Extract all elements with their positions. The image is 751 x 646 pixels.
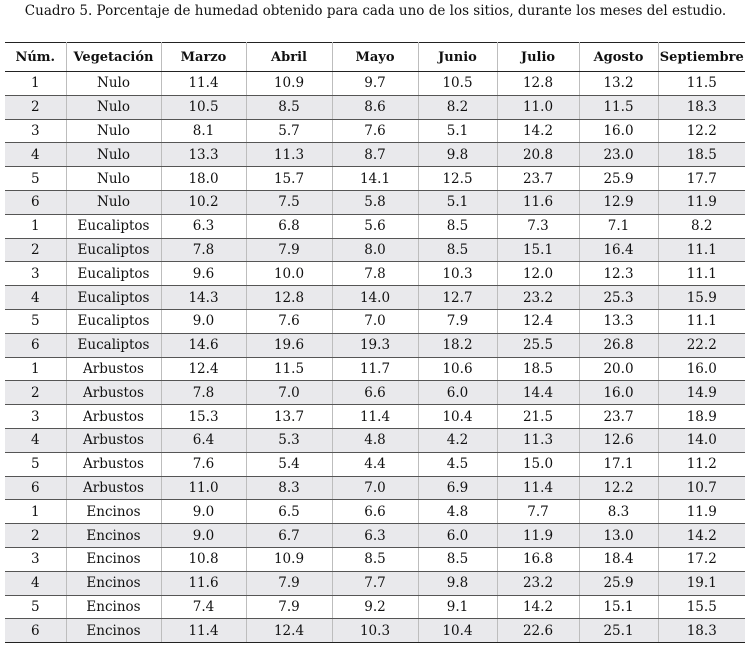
table-row xyxy=(5,547,745,571)
humidity-value-cell: 15.3 xyxy=(161,405,246,429)
humidity-value-cell: 18.0 xyxy=(161,167,246,191)
vegetation-cell: Encinos xyxy=(66,595,161,619)
table-row xyxy=(5,286,745,310)
table-row xyxy=(5,357,745,381)
humidity-value-cell: 7.9 xyxy=(246,571,332,595)
humidity-value-cell: 11.9 xyxy=(497,524,579,548)
humidity-value-cell: 6.6 xyxy=(332,381,418,405)
humidity-value-cell: 10.6 xyxy=(418,357,497,381)
vegetation-cell: Encinos xyxy=(66,500,161,524)
humidity-value-cell: 16.0 xyxy=(658,357,745,381)
vegetation-cell: Nulo xyxy=(66,119,161,143)
humidity-value-cell: 11.4 xyxy=(161,619,246,643)
humidity-value-cell: 17.2 xyxy=(658,547,745,571)
humidity-value-cell: 11.4 xyxy=(497,476,579,500)
table-row xyxy=(5,381,745,405)
humidity-value-cell: 8.3 xyxy=(579,500,658,524)
table-row xyxy=(5,119,745,143)
site-number-cell: 2 xyxy=(5,524,66,548)
humidity-value-cell: 7.6 xyxy=(161,452,246,476)
table-row xyxy=(5,595,745,619)
humidity-value-cell: 6.7 xyxy=(246,524,332,548)
humidity-value-cell: 20.8 xyxy=(497,143,579,167)
vegetation-cell: Nulo xyxy=(66,72,161,96)
humidity-value-cell: 14.4 xyxy=(497,381,579,405)
humidity-value-cell: 6.9 xyxy=(418,476,497,500)
humidity-value-cell: 12.4 xyxy=(161,357,246,381)
column-header: Agosto xyxy=(579,43,658,72)
humidity-value-cell: 18.4 xyxy=(579,547,658,571)
humidity-value-cell: 11.7 xyxy=(332,357,418,381)
humidity-value-cell: 9.1 xyxy=(418,595,497,619)
table-row xyxy=(5,500,745,524)
table-row xyxy=(5,571,745,595)
humidity-value-cell: 15.0 xyxy=(497,452,579,476)
vegetation-cell: Nulo xyxy=(66,190,161,214)
table-row xyxy=(5,405,745,429)
humidity-value-cell: 8.1 xyxy=(161,119,246,143)
vegetation-cell: Nulo xyxy=(66,143,161,167)
vegetation-cell: Nulo xyxy=(66,95,161,119)
vegetation-cell: Encinos xyxy=(66,571,161,595)
humidity-value-cell: 11.1 xyxy=(658,309,745,333)
site-number-cell: 5 xyxy=(5,595,66,619)
humidity-value-cell: 11.9 xyxy=(658,500,745,524)
humidity-value-cell: 9.7 xyxy=(332,72,418,96)
site-number-cell: 2 xyxy=(5,381,66,405)
humidity-value-cell: 8.2 xyxy=(418,95,497,119)
table-row xyxy=(5,262,745,286)
humidity-value-cell: 15.5 xyxy=(658,595,745,619)
humidity-value-cell: 22.2 xyxy=(658,333,745,357)
humidity-value-cell: 7.6 xyxy=(246,309,332,333)
humidity-value-cell: 6.8 xyxy=(246,214,332,238)
humidity-value-cell: 18.5 xyxy=(497,357,579,381)
humidity-value-cell: 25.3 xyxy=(579,286,658,310)
humidity-value-cell: 14.2 xyxy=(497,595,579,619)
vegetation-cell: Arbustos xyxy=(66,405,161,429)
humidity-value-cell: 11.1 xyxy=(658,262,745,286)
humidity-value-cell: 11.6 xyxy=(161,571,246,595)
humidity-value-cell: 11.0 xyxy=(161,476,246,500)
humidity-value-cell: 13.0 xyxy=(579,524,658,548)
vegetation-cell: Eucaliptos xyxy=(66,286,161,310)
vegetation-cell: Nulo xyxy=(66,167,161,191)
table-row xyxy=(5,309,745,333)
humidity-value-cell: 11.4 xyxy=(161,72,246,96)
table-row xyxy=(5,72,745,96)
humidity-value-cell: 10.8 xyxy=(161,547,246,571)
column-header: Vegetación xyxy=(66,43,161,72)
humidity-value-cell: 8.7 xyxy=(332,143,418,167)
humidity-value-cell: 7.8 xyxy=(332,262,418,286)
site-number-cell: 6 xyxy=(5,476,66,500)
humidity-value-cell: 8.5 xyxy=(418,214,497,238)
site-number-cell: 3 xyxy=(5,119,66,143)
humidity-value-cell: 11.2 xyxy=(658,452,745,476)
table-row xyxy=(5,428,745,452)
site-number-cell: 6 xyxy=(5,619,66,643)
humidity-value-cell: 9.2 xyxy=(332,595,418,619)
humidity-value-cell: 8.0 xyxy=(332,238,418,262)
column-header: Marzo xyxy=(161,43,246,72)
humidity-value-cell: 11.5 xyxy=(246,357,332,381)
site-number-cell: 6 xyxy=(5,333,66,357)
humidity-value-cell: 11.6 xyxy=(497,190,579,214)
vegetation-cell: Arbustos xyxy=(66,476,161,500)
column-header: Abril xyxy=(246,43,332,72)
humidity-value-cell: 22.6 xyxy=(497,619,579,643)
humidity-value-cell: 7.0 xyxy=(332,309,418,333)
humidity-value-cell: 10.2 xyxy=(161,190,246,214)
humidity-value-cell: 8.5 xyxy=(332,547,418,571)
humidity-value-cell: 4.8 xyxy=(332,428,418,452)
humidity-value-cell: 5.1 xyxy=(418,190,497,214)
humidity-value-cell: 25.9 xyxy=(579,167,658,191)
humidity-value-cell: 10.9 xyxy=(246,72,332,96)
humidity-value-cell: 12.4 xyxy=(497,309,579,333)
humidity-value-cell: 16.4 xyxy=(579,238,658,262)
humidity-value-cell: 18.3 xyxy=(658,619,745,643)
humidity-value-cell: 9.8 xyxy=(418,571,497,595)
humidity-value-cell: 16.8 xyxy=(497,547,579,571)
humidity-value-cell: 18.9 xyxy=(658,405,745,429)
humidity-value-cell: 8.2 xyxy=(658,214,745,238)
humidity-value-cell: 10.9 xyxy=(246,547,332,571)
column-header: Núm. xyxy=(5,43,66,72)
humidity-value-cell: 7.7 xyxy=(497,500,579,524)
vegetation-cell: Arbustos xyxy=(66,452,161,476)
humidity-value-cell: 19.3 xyxy=(332,333,418,357)
humidity-value-cell: 18.5 xyxy=(658,143,745,167)
humidity-value-cell: 9.0 xyxy=(161,500,246,524)
humidity-value-cell: 13.2 xyxy=(579,72,658,96)
humidity-value-cell: 5.8 xyxy=(332,190,418,214)
table-row xyxy=(5,167,745,191)
humidity-value-cell: 23.7 xyxy=(497,167,579,191)
humidity-value-cell: 12.2 xyxy=(658,119,745,143)
humidity-value-cell: 25.9 xyxy=(579,571,658,595)
humidity-value-cell: 12.9 xyxy=(579,190,658,214)
humidity-value-cell: 17.1 xyxy=(579,452,658,476)
vegetation-cell: Eucaliptos xyxy=(66,214,161,238)
humidity-value-cell: 16.0 xyxy=(579,381,658,405)
humidity-value-cell: 15.1 xyxy=(497,238,579,262)
humidity-value-cell: 26.8 xyxy=(579,333,658,357)
humidity-value-cell: 14.2 xyxy=(658,524,745,548)
site-number-cell: 3 xyxy=(5,547,66,571)
site-number-cell: 3 xyxy=(5,262,66,286)
humidity-value-cell: 14.1 xyxy=(332,167,418,191)
humidity-value-cell: 18.3 xyxy=(658,95,745,119)
humidity-value-cell: 21.5 xyxy=(497,405,579,429)
humidity-value-cell: 23.2 xyxy=(497,571,579,595)
table-row xyxy=(5,476,745,500)
humidity-value-cell: 8.6 xyxy=(332,95,418,119)
humidity-value-cell: 11.5 xyxy=(658,72,745,96)
site-number-cell: 3 xyxy=(5,405,66,429)
humidity-value-cell: 4.8 xyxy=(418,500,497,524)
site-number-cell: 6 xyxy=(5,190,66,214)
humidity-value-cell: 15.9 xyxy=(658,286,745,310)
humidity-value-cell: 5.7 xyxy=(246,119,332,143)
humidity-value-cell: 15.7 xyxy=(246,167,332,191)
humidity-value-cell: 11.3 xyxy=(497,428,579,452)
humidity-value-cell: 10.0 xyxy=(246,262,332,286)
humidity-value-cell: 25.1 xyxy=(579,619,658,643)
site-number-cell: 2 xyxy=(5,95,66,119)
humidity-value-cell: 6.6 xyxy=(332,500,418,524)
table-row xyxy=(5,238,745,262)
humidity-value-cell: 25.5 xyxy=(497,333,579,357)
column-header: Julio xyxy=(497,43,579,72)
table-row xyxy=(5,214,745,238)
site-number-cell: 1 xyxy=(5,214,66,238)
table-row xyxy=(5,143,745,167)
humidity-value-cell: 7.0 xyxy=(332,476,418,500)
humidity-value-cell: 7.1 xyxy=(579,214,658,238)
site-number-cell: 5 xyxy=(5,309,66,333)
humidity-value-cell: 13.3 xyxy=(161,143,246,167)
humidity-value-cell: 10.5 xyxy=(418,72,497,96)
humidity-value-cell: 7.8 xyxy=(161,381,246,405)
humidity-value-cell: 4.4 xyxy=(332,452,418,476)
table-row xyxy=(5,524,745,548)
humidity-value-cell: 6.3 xyxy=(332,524,418,548)
humidity-value-cell: 7.9 xyxy=(246,595,332,619)
humidity-value-cell: 14.0 xyxy=(658,428,745,452)
humidity-value-cell: 14.3 xyxy=(161,286,246,310)
humidity-value-cell: 14.9 xyxy=(658,381,745,405)
humidity-value-cell: 8.5 xyxy=(246,95,332,119)
humidity-value-cell: 23.7 xyxy=(579,405,658,429)
humidity-value-cell: 23.2 xyxy=(497,286,579,310)
table-row xyxy=(5,333,745,357)
humidity-value-cell: 18.2 xyxy=(418,333,497,357)
humidity-value-cell: 17.7 xyxy=(658,167,745,191)
vegetation-cell: Arbustos xyxy=(66,357,161,381)
humidity-value-cell: 9.0 xyxy=(161,309,246,333)
humidity-value-cell: 8.5 xyxy=(418,238,497,262)
humidity-value-cell: 8.5 xyxy=(418,547,497,571)
site-number-cell: 5 xyxy=(5,167,66,191)
humidity-value-cell: 10.7 xyxy=(658,476,745,500)
humidity-table xyxy=(5,42,745,643)
humidity-value-cell: 11.3 xyxy=(246,143,332,167)
humidity-value-cell: 10.3 xyxy=(418,262,497,286)
humidity-value-cell: 11.9 xyxy=(658,190,745,214)
vegetation-cell: Eucaliptos xyxy=(66,333,161,357)
vegetation-cell: Eucaliptos xyxy=(66,262,161,286)
humidity-value-cell: 12.7 xyxy=(418,286,497,310)
humidity-value-cell: 12.6 xyxy=(579,428,658,452)
humidity-value-cell: 7.5 xyxy=(246,190,332,214)
vegetation-cell: Eucaliptos xyxy=(66,238,161,262)
humidity-value-cell: 12.8 xyxy=(497,72,579,96)
table-row xyxy=(5,619,745,643)
site-number-cell: 5 xyxy=(5,452,66,476)
column-header: Septiembre xyxy=(658,43,745,72)
site-number-cell: 4 xyxy=(5,286,66,310)
humidity-value-cell: 4.5 xyxy=(418,452,497,476)
table-caption: Cuadro 5. Porcentaje de humedad obtenido para cada uno de los sitios, durante los meses del estudio. xyxy=(24,3,727,19)
humidity-value-cell: 10.4 xyxy=(418,619,497,643)
table-row xyxy=(5,452,745,476)
humidity-value-cell: 4.2 xyxy=(418,428,497,452)
humidity-value-cell: 7.9 xyxy=(246,238,332,262)
humidity-value-cell: 7.0 xyxy=(246,381,332,405)
humidity-value-cell: 19.6 xyxy=(246,333,332,357)
humidity-value-cell: 12.4 xyxy=(246,619,332,643)
humidity-value-cell: 14.0 xyxy=(332,286,418,310)
humidity-value-cell: 7.9 xyxy=(418,309,497,333)
humidity-value-cell: 12.5 xyxy=(418,167,497,191)
humidity-value-cell: 7.7 xyxy=(332,571,418,595)
humidity-value-cell: 5.6 xyxy=(332,214,418,238)
humidity-value-cell: 6.5 xyxy=(246,500,332,524)
humidity-value-cell: 7.3 xyxy=(497,214,579,238)
humidity-value-cell: 10.4 xyxy=(418,405,497,429)
humidity-value-cell: 9.8 xyxy=(418,143,497,167)
humidity-value-cell: 20.0 xyxy=(579,357,658,381)
humidity-value-cell: 14.6 xyxy=(161,333,246,357)
humidity-value-cell: 10.3 xyxy=(332,619,418,643)
humidity-value-cell: 7.6 xyxy=(332,119,418,143)
vegetation-cell: Arbustos xyxy=(66,428,161,452)
humidity-value-cell: 12.0 xyxy=(497,262,579,286)
column-header: Junio xyxy=(418,43,497,72)
table-header-row xyxy=(5,43,745,72)
table-body xyxy=(5,72,745,643)
humidity-value-cell: 5.3 xyxy=(246,428,332,452)
site-number-cell: 2 xyxy=(5,238,66,262)
vegetation-cell: Encinos xyxy=(66,619,161,643)
humidity-value-cell: 11.4 xyxy=(332,405,418,429)
site-number-cell: 4 xyxy=(5,571,66,595)
humidity-value-cell: 12.3 xyxy=(579,262,658,286)
humidity-value-cell: 11.0 xyxy=(497,95,579,119)
site-number-cell: 1 xyxy=(5,500,66,524)
humidity-value-cell: 6.3 xyxy=(161,214,246,238)
site-number-cell: 1 xyxy=(5,72,66,96)
humidity-value-cell: 12.8 xyxy=(246,286,332,310)
humidity-value-cell: 19.1 xyxy=(658,571,745,595)
vegetation-cell: Encinos xyxy=(66,547,161,571)
vegetation-cell: Eucaliptos xyxy=(66,309,161,333)
humidity-value-cell: 6.0 xyxy=(418,524,497,548)
table-row xyxy=(5,190,745,214)
humidity-value-cell: 7.4 xyxy=(161,595,246,619)
humidity-value-cell: 11.1 xyxy=(658,238,745,262)
humidity-value-cell: 5.1 xyxy=(418,119,497,143)
humidity-value-cell: 13.7 xyxy=(246,405,332,429)
humidity-value-cell: 23.0 xyxy=(579,143,658,167)
table-row xyxy=(5,95,745,119)
humidity-value-cell: 13.3 xyxy=(579,309,658,333)
humidity-value-cell: 6.4 xyxy=(161,428,246,452)
site-number-cell: 4 xyxy=(5,428,66,452)
humidity-value-cell: 14.2 xyxy=(497,119,579,143)
humidity-value-cell: 5.4 xyxy=(246,452,332,476)
humidity-value-cell: 10.5 xyxy=(161,95,246,119)
site-number-cell: 1 xyxy=(5,357,66,381)
vegetation-cell: Encinos xyxy=(66,524,161,548)
column-header: Mayo xyxy=(332,43,418,72)
humidity-value-cell: 12.2 xyxy=(579,476,658,500)
vegetation-cell: Arbustos xyxy=(66,381,161,405)
humidity-value-cell: 9.0 xyxy=(161,524,246,548)
humidity-value-cell: 6.0 xyxy=(418,381,497,405)
site-number-cell: 4 xyxy=(5,143,66,167)
humidity-value-cell: 8.3 xyxy=(246,476,332,500)
humidity-value-cell: 11.5 xyxy=(579,95,658,119)
humidity-value-cell: 15.1 xyxy=(579,595,658,619)
humidity-value-cell: 16.0 xyxy=(579,119,658,143)
humidity-value-cell: 9.6 xyxy=(161,262,246,286)
humidity-value-cell: 7.8 xyxy=(161,238,246,262)
